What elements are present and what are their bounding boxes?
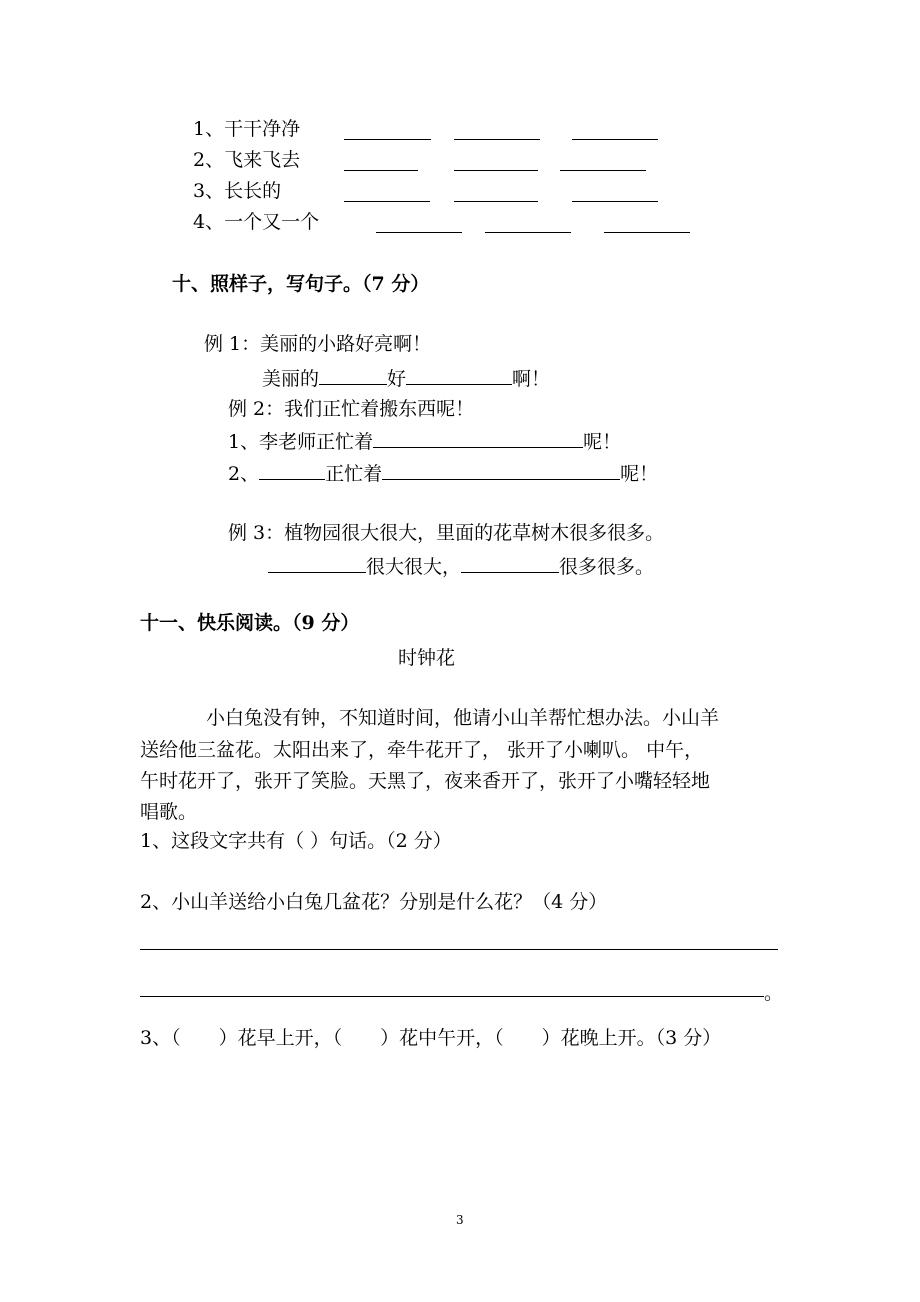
- s11-q3-num: 3、: [140, 1027, 172, 1049]
- s9-item-4-blank-1[interactable]: [376, 232, 462, 233]
- s9-item-3-blank-1[interactable]: [344, 201, 430, 202]
- s10-ex1-fill-c: 啊！: [512, 368, 551, 390]
- s9-item-2-blank-3[interactable]: [560, 170, 646, 171]
- s9-item-2-num: 2、: [193, 149, 225, 171]
- s11-q2-answer-line-1[interactable]: [140, 949, 778, 950]
- s10-example-1: [204, 331, 431, 357]
- s9-item-4-blank-3[interactable]: [604, 232, 690, 233]
- s10-ex3-fill: [268, 552, 654, 580]
- s9-item-3-text: 长长的: [224, 180, 282, 202]
- s10-ex3-blank-2[interactable]: [461, 552, 559, 573]
- s9-item-4-num: 4、: [193, 211, 225, 233]
- s10-q2-a: 正忙着: [325, 463, 383, 485]
- s9-item-4-blank-2[interactable]: [485, 232, 571, 233]
- s11-q3-c: ）花中午开，（: [380, 1027, 504, 1049]
- s9-item-3: [193, 178, 281, 204]
- s10-ex3-text: 植物园很大很大，里面的花草树木很多很多。: [284, 522, 665, 544]
- reading-para-line-1: 小白兔没有钟，不知道时间，他请小山羊帮忙想办法。小山羊: [206, 707, 720, 729]
- reading-para-line-4: 唱歌。: [140, 801, 198, 823]
- section11-heading: 十一、快乐阅读。（9 分）: [140, 612, 360, 634]
- s11-q3-d: ）花晚上开。（3 分）: [541, 1027, 722, 1049]
- s9-item-3-blank-3[interactable]: [572, 201, 658, 202]
- s10-ex2-label: 例 2：: [228, 398, 285, 420]
- s11-q2-answer-line-2[interactable]: [140, 996, 764, 997]
- s10-ex1-fill-b: 好: [387, 368, 407, 390]
- s9-item-3-num: 3、: [193, 180, 225, 202]
- s10-q1-a: 李老师正忙着: [259, 431, 374, 453]
- s11-question-3: [140, 1025, 721, 1051]
- s10-ex3-a: 很大很大，: [366, 556, 462, 578]
- s9-item-1-blank-2[interactable]: [454, 139, 540, 140]
- page-number: 3: [456, 1213, 464, 1227]
- s10-q1-num: 1、: [228, 431, 260, 453]
- s10-ex1-fill-a: 美丽的: [262, 368, 320, 390]
- s10-ex1-text: 美丽的小路好亮啊！: [260, 333, 432, 355]
- s9-item-4-text: 一个又一个: [224, 211, 320, 233]
- s10-question-2: [228, 459, 658, 487]
- s9-item-4: [193, 209, 319, 235]
- s9-item-1-blank-1[interactable]: [344, 139, 431, 140]
- s9-item-1-text: 干干净净: [224, 118, 301, 140]
- s10-ex1-blank-1[interactable]: [319, 364, 387, 385]
- s11-q3-a: （: [171, 1027, 181, 1049]
- s9-item-1-blank-3[interactable]: [572, 139, 658, 140]
- section10-heading: 十、照样子，写句子。（7 分）: [172, 273, 430, 295]
- reading-title: 时钟花: [398, 647, 456, 669]
- s10-q1-blank[interactable]: [373, 427, 583, 448]
- s10-example-3: [228, 520, 664, 546]
- s10-ex1-fill: [262, 364, 550, 392]
- s10-q1-b: 呢！: [583, 431, 622, 453]
- s10-example-2: [228, 396, 474, 422]
- s9-item-1: [193, 116, 300, 142]
- s11-q3-b: ）花早上开，（: [218, 1027, 343, 1049]
- s11-question-2: 2、小山羊送给小白兔几盆花？分别是什么花？（4 分）: [140, 891, 608, 913]
- s11-q2-period: 。: [764, 982, 784, 1004]
- s9-item-2-blank-1[interactable]: [344, 170, 418, 171]
- s10-q2-num: 2、: [228, 463, 260, 485]
- s9-item-2: [193, 147, 300, 173]
- s9-item-3-blank-2[interactable]: [454, 201, 538, 202]
- s9-item-2-blank-2[interactable]: [454, 170, 538, 171]
- s9-item-2-text: 飞来飞去: [224, 149, 301, 171]
- s10-q2-b: 呢！: [620, 463, 659, 485]
- s10-ex3-blank-1[interactable]: [268, 552, 366, 573]
- reading-para-line-3: 午时花开了，张开了笑脸。天黑了，夜来香开了，张开了小嘴轻轻地: [140, 770, 711, 792]
- s10-ex3-label: 例 3：: [228, 522, 285, 544]
- s11-question-1: 1、这段文字共有（ ）句话。（2 分）: [140, 830, 452, 852]
- reading-para-line-2: 送给他三盆花。太阳出来了，牵牛花开了， 张开了小喇叭。 中午，: [140, 739, 704, 761]
- s10-ex3-b: 很多很多。: [559, 556, 655, 578]
- s10-question-1: [228, 427, 621, 455]
- s10-q2-blank-1[interactable]: [259, 459, 325, 480]
- s9-item-1-num: 1、: [193, 118, 225, 140]
- s10-ex2-text: 我们正忙着搬东西呢！: [284, 398, 475, 420]
- s10-q2-blank-2[interactable]: [382, 459, 620, 480]
- s10-ex1-blank-2[interactable]: [406, 364, 512, 385]
- s10-ex1-label: 例 1：: [204, 333, 261, 355]
